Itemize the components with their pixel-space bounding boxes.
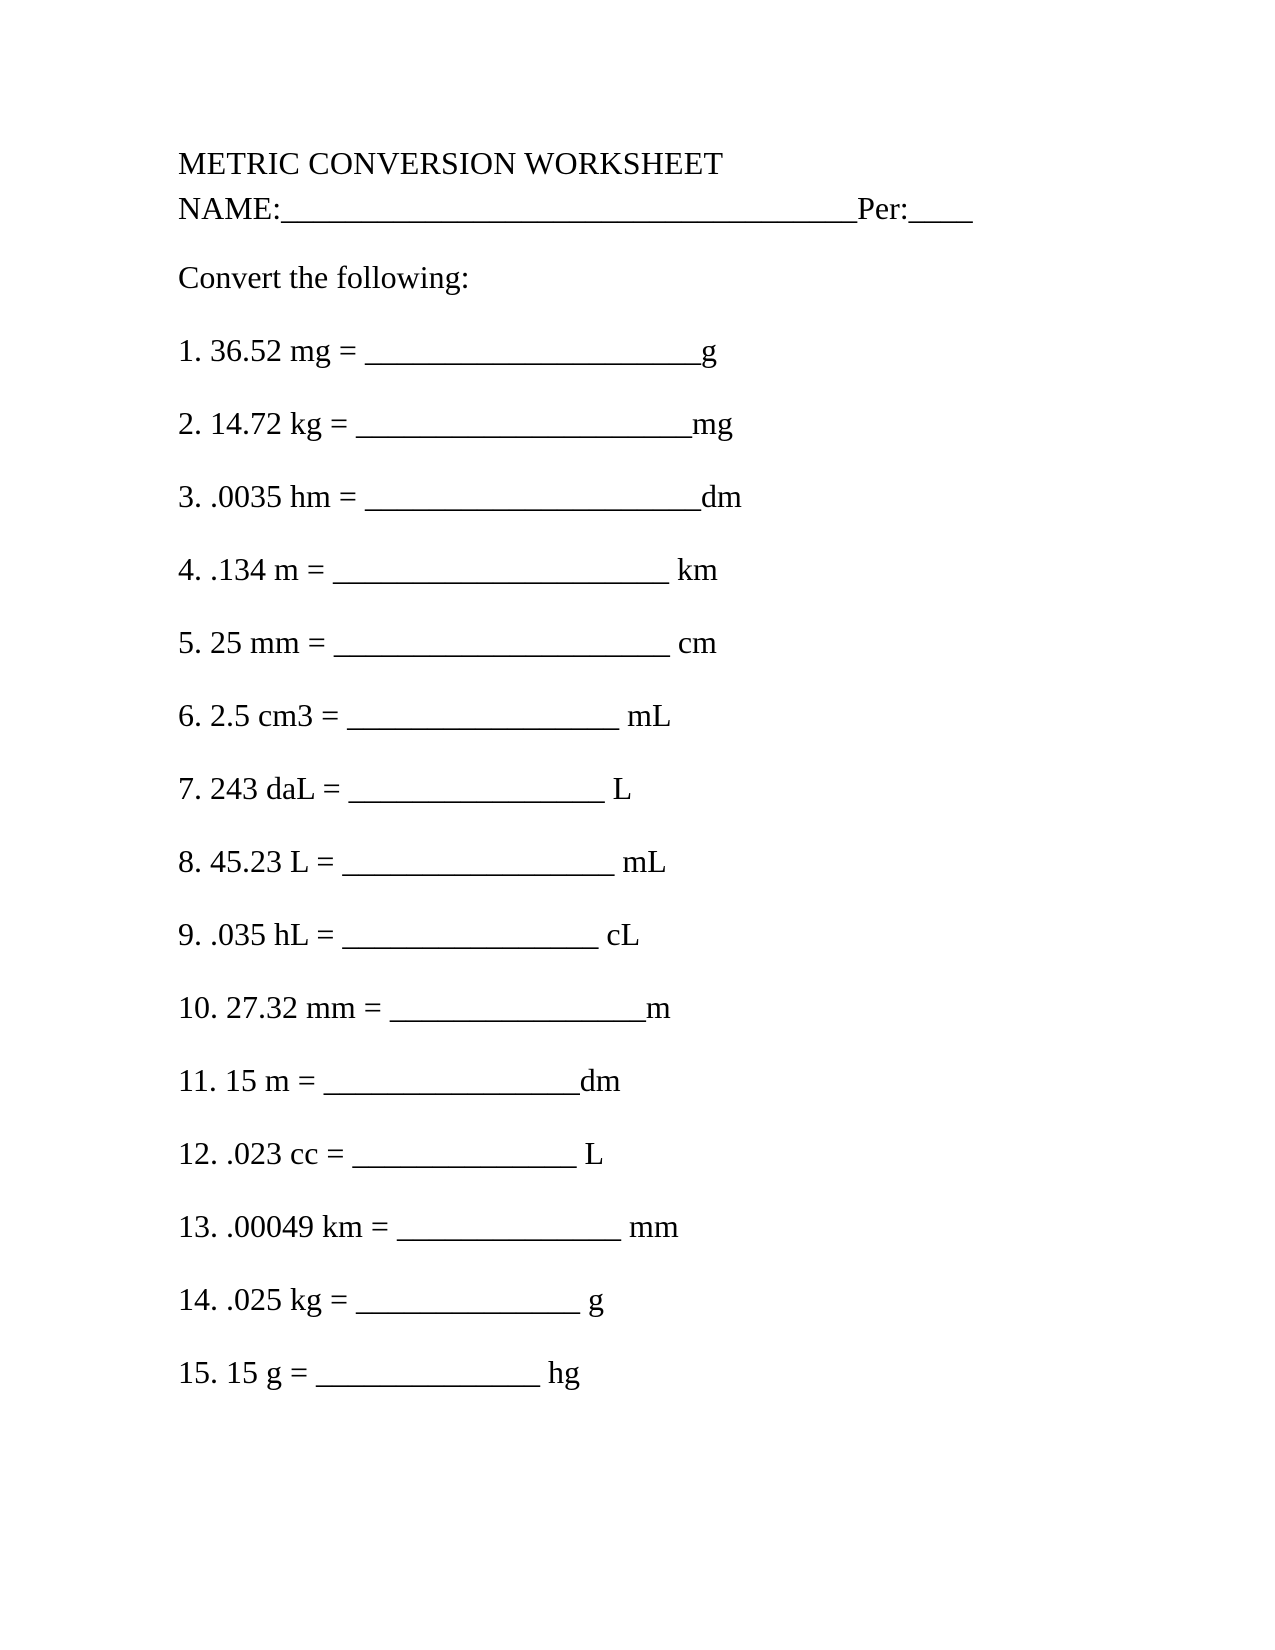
problem-text: 7. 243 daL = xyxy=(178,770,349,806)
answer-blank: _____________________ xyxy=(333,624,670,660)
problem-text: 11. 15 m = xyxy=(178,1062,324,1098)
problem-text: 9. .035 hL = xyxy=(178,916,343,952)
name-line xyxy=(178,186,1275,231)
per-label: Per: xyxy=(857,190,909,226)
problem-row xyxy=(178,401,1275,446)
answer-blank: ______________ xyxy=(352,1135,577,1171)
unit-label: L xyxy=(576,1135,604,1171)
unit-label: cm xyxy=(669,624,717,660)
unit-label: mL xyxy=(614,843,667,879)
problem-text: 14. .025 kg = xyxy=(178,1281,357,1317)
problem-text: 10. 27.32 mm = xyxy=(178,989,390,1025)
problem-row xyxy=(178,547,1275,592)
problem-text: 1. 36.52 mg = xyxy=(178,332,365,368)
problem-text: 5. 25 mm = xyxy=(178,624,334,660)
problem-row xyxy=(178,1204,1275,1249)
problem-row xyxy=(178,1131,1275,1176)
problem-row xyxy=(178,1277,1275,1322)
answer-blank: ________________ xyxy=(389,989,646,1025)
problem-text: 6. 2.5 cm3 = xyxy=(178,697,348,733)
answer-blank: _____________________ xyxy=(356,405,693,441)
unit-label: mm xyxy=(620,1208,679,1244)
problem-row xyxy=(178,839,1275,884)
problem-row xyxy=(178,693,1275,738)
unit-label: g xyxy=(700,332,717,368)
answer-blank: ______________ xyxy=(396,1208,621,1244)
unit-label: m xyxy=(645,989,671,1025)
answer-blank: _____________________ xyxy=(364,332,701,368)
problem-row xyxy=(178,912,1275,957)
problem-text: 13. .00049 km = xyxy=(178,1208,397,1244)
problem-text: 2. 14.72 kg = xyxy=(178,405,357,441)
unit-label: g xyxy=(580,1281,605,1317)
problem-row xyxy=(178,474,1275,519)
problem-row xyxy=(178,328,1275,373)
problem-text: 4. .134 m = xyxy=(178,551,333,587)
problem-list xyxy=(178,328,1275,1395)
answer-blank: ________________ xyxy=(323,1062,580,1098)
instruction-text: Convert the following: xyxy=(178,259,470,295)
per-blank: ____ xyxy=(908,190,973,226)
answer-blank: _____________________ xyxy=(332,551,669,587)
unit-label: hg xyxy=(540,1354,581,1390)
problem-text: 8. 45.23 L = xyxy=(178,843,343,879)
answer-blank: _________________ xyxy=(342,843,615,879)
unit-label: cL xyxy=(598,916,641,952)
problem-text: 12. .023 cc = xyxy=(178,1135,353,1171)
unit-label: dm xyxy=(700,478,742,514)
answer-blank: ________________ xyxy=(342,916,599,952)
answer-blank: _____________________ xyxy=(364,478,701,514)
answer-blank: ______________ xyxy=(316,1354,541,1390)
answer-blank: ________________ xyxy=(348,770,605,806)
problem-row xyxy=(178,1058,1275,1103)
problem-row xyxy=(178,985,1275,1030)
page-title: METRIC CONVERSION WORKSHEET xyxy=(178,145,724,181)
unit-label: L xyxy=(604,770,633,806)
unit-label: km xyxy=(668,551,718,587)
name-blank: ____________________________________ xyxy=(281,190,858,226)
problem-row xyxy=(178,766,1275,811)
problem-text: 3. .0035 hm = xyxy=(178,478,365,514)
unit-label: dm xyxy=(579,1062,621,1098)
answer-blank: ______________ xyxy=(356,1281,581,1317)
unit-label: mg xyxy=(692,405,733,441)
answer-blank: _________________ xyxy=(347,697,620,733)
problem-text: 15. 15 g = xyxy=(178,1354,317,1390)
problem-row xyxy=(178,620,1275,665)
problem-row xyxy=(178,1350,1275,1395)
name-label: NAME: xyxy=(178,190,282,226)
unit-label: mL xyxy=(619,697,672,733)
